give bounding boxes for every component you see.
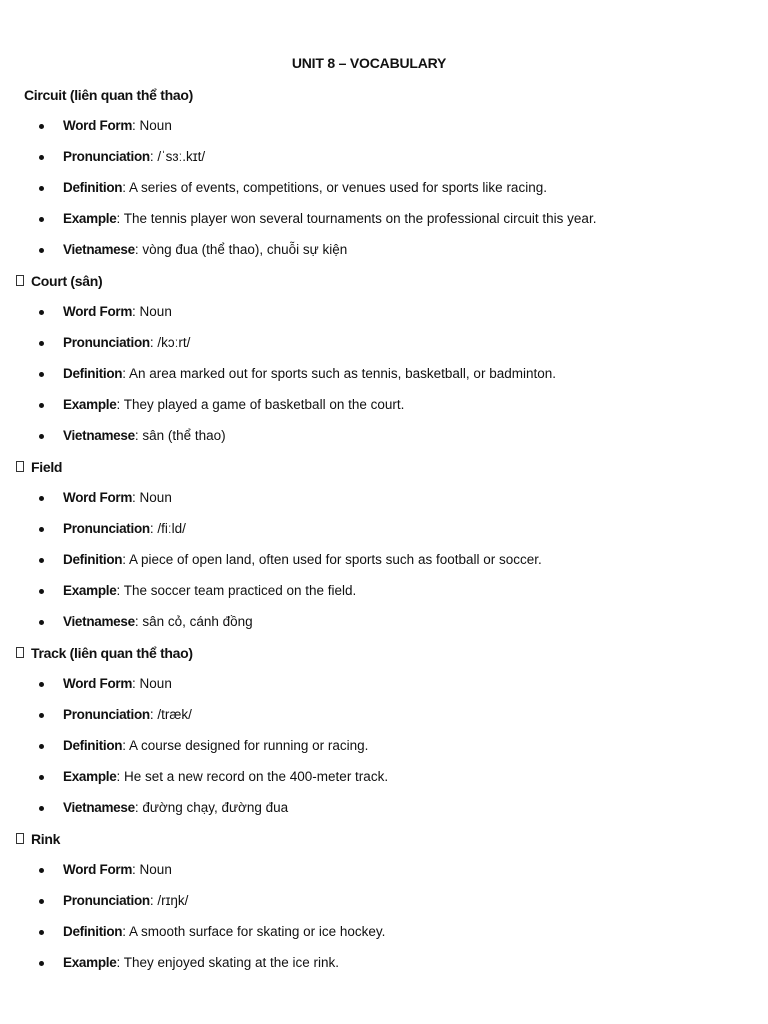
list-item bbox=[0, 147, 768, 178]
attribute-label: Word Form bbox=[63, 118, 133, 133]
list-item bbox=[0, 395, 768, 426]
attribute-value: : /fiːld/ bbox=[149, 521, 186, 536]
bullet-icon bbox=[39, 868, 44, 873]
attribute-label: Vietnamese bbox=[63, 242, 135, 257]
attribute-value: : A piece of open land, often used for sports such as football or soccer. bbox=[122, 552, 542, 567]
bullet-icon bbox=[39, 930, 44, 935]
bullet-icon bbox=[39, 899, 44, 904]
attribute-label: Example bbox=[63, 769, 117, 784]
list-item bbox=[0, 240, 768, 271]
page-title: UNIT 8 – VOCABULARY bbox=[291, 55, 447, 71]
attribute-value: : Noun bbox=[132, 490, 172, 505]
list-item bbox=[0, 333, 768, 364]
attribute-label: Pronunciation bbox=[63, 707, 150, 722]
bullet-icon bbox=[39, 434, 44, 439]
attribute-label: Word Form bbox=[63, 676, 133, 691]
bullet-icon bbox=[39, 186, 44, 191]
bullet-icon bbox=[39, 217, 44, 222]
list-item bbox=[0, 581, 768, 612]
attribute-value: : A course designed for running or racing. bbox=[122, 738, 369, 753]
attribute-label: Example bbox=[63, 211, 117, 226]
attribute-label: Definition bbox=[63, 924, 123, 939]
entry-attribute-list bbox=[0, 488, 768, 643]
bullet-icon bbox=[39, 775, 44, 780]
entry-term: Track (liên quan thể thao) bbox=[31, 645, 193, 661]
attribute-value: : They enjoyed skating at the ice rink. bbox=[116, 955, 340, 970]
attribute-label: Vietnamese bbox=[63, 800, 135, 815]
attribute-label: Pronunciation bbox=[63, 893, 150, 908]
entry-term: Rink bbox=[31, 831, 61, 847]
bullet-icon bbox=[39, 341, 44, 346]
bullet-icon bbox=[39, 310, 44, 315]
bullet-icon bbox=[39, 403, 44, 408]
attribute-value: : /rɪŋk/ bbox=[149, 893, 189, 908]
attribute-value: : vòng đua (thể thao), chuỗi sự kiện bbox=[134, 242, 348, 257]
entry-attribute-list bbox=[0, 302, 768, 457]
attribute-label: Example bbox=[63, 955, 117, 970]
attribute-label: Definition bbox=[63, 552, 123, 567]
entry-term: Circuit (liên quan thể thao) bbox=[24, 87, 193, 103]
bullet-icon bbox=[39, 806, 44, 811]
entry-attribute-list bbox=[0, 116, 768, 271]
bullet-icon bbox=[39, 248, 44, 253]
vocabulary-list bbox=[0, 85, 768, 984]
attribute-value: : đường chạy, đường đua bbox=[134, 800, 289, 815]
bullet-icon bbox=[39, 558, 44, 563]
list-item bbox=[0, 178, 768, 209]
list-item bbox=[0, 860, 768, 891]
list-item bbox=[0, 116, 768, 147]
bullet-icon bbox=[39, 589, 44, 594]
attribute-value: : sân cỏ, cánh đồng bbox=[134, 614, 253, 629]
attribute-label: Pronunciation bbox=[63, 149, 150, 164]
attribute-value: : Noun bbox=[132, 862, 172, 877]
missing-glyph-icon bbox=[16, 833, 24, 844]
attribute-value: : Noun bbox=[132, 118, 172, 133]
attribute-value: : The tennis player won several tournaments on the professional circuit this year. bbox=[116, 211, 597, 226]
attribute-value: : A series of events, competitions, or venues used for sports like racing. bbox=[122, 180, 547, 195]
missing-glyph-icon bbox=[16, 461, 24, 472]
attribute-value: : Noun bbox=[132, 676, 172, 691]
bullet-icon bbox=[39, 155, 44, 160]
entry-heading bbox=[0, 85, 768, 116]
list-item bbox=[0, 612, 768, 643]
bullet-icon bbox=[39, 682, 44, 687]
list-item bbox=[0, 519, 768, 550]
list-item bbox=[0, 550, 768, 581]
attribute-value: : The soccer team practiced on the field. bbox=[116, 583, 357, 598]
attribute-label: Definition bbox=[63, 366, 123, 381]
entry-attribute-list bbox=[0, 674, 768, 829]
bullet-icon bbox=[39, 372, 44, 377]
attribute-label: Pronunciation bbox=[63, 335, 150, 350]
attribute-label: Vietnamese bbox=[63, 614, 135, 629]
entry-heading bbox=[0, 271, 768, 302]
entry-term: Court (sân) bbox=[31, 273, 103, 289]
bullet-icon bbox=[39, 496, 44, 501]
list-item bbox=[0, 426, 768, 457]
list-item bbox=[0, 922, 768, 953]
attribute-value: : /træk/ bbox=[149, 707, 192, 722]
list-item bbox=[0, 302, 768, 333]
list-item bbox=[0, 488, 768, 519]
attribute-value: : A smooth surface for skating or ice hockey. bbox=[122, 924, 386, 939]
attribute-value: : An area marked out for sports such as tennis, basketball, or badminton. bbox=[122, 366, 556, 381]
bullet-icon bbox=[39, 527, 44, 532]
list-item bbox=[0, 767, 768, 798]
attribute-value: : sân (thể thao) bbox=[134, 428, 226, 443]
attribute-label: Vietnamese bbox=[63, 428, 135, 443]
missing-glyph-icon bbox=[16, 275, 24, 286]
list-item bbox=[0, 736, 768, 767]
list-item bbox=[0, 798, 768, 829]
entry-heading bbox=[0, 829, 768, 860]
entry-heading bbox=[0, 643, 768, 674]
bullet-icon bbox=[39, 713, 44, 718]
list-item bbox=[0, 674, 768, 705]
bullet-icon bbox=[39, 124, 44, 129]
list-item bbox=[0, 891, 768, 922]
list-item bbox=[0, 364, 768, 395]
entry-term: Field bbox=[31, 459, 63, 475]
attribute-label: Definition bbox=[63, 180, 123, 195]
bullet-icon bbox=[39, 620, 44, 625]
attribute-label: Word Form bbox=[63, 862, 133, 877]
attribute-label: Example bbox=[63, 583, 117, 598]
attribute-value: : They played a game of basketball on the court. bbox=[116, 397, 405, 412]
missing-glyph-icon bbox=[16, 647, 24, 658]
attribute-label: Definition bbox=[63, 738, 123, 753]
entry-heading bbox=[0, 457, 768, 488]
attribute-value: : Noun bbox=[132, 304, 172, 319]
attribute-value: : /kɔːrt/ bbox=[149, 335, 191, 350]
attribute-label: Word Form bbox=[63, 304, 133, 319]
bullet-icon bbox=[39, 961, 44, 966]
attribute-value: : /ˈsɜː.kɪt/ bbox=[149, 149, 206, 164]
attribute-label: Pronunciation bbox=[63, 521, 150, 536]
list-item bbox=[0, 705, 768, 736]
bullet-icon bbox=[39, 744, 44, 749]
entry-attribute-list bbox=[0, 860, 768, 984]
attribute-value: : He set a new record on the 400-meter track. bbox=[116, 769, 389, 784]
list-item bbox=[0, 953, 768, 984]
attribute-label: Example bbox=[63, 397, 117, 412]
attribute-label: Word Form bbox=[63, 490, 133, 505]
list-item bbox=[0, 209, 768, 240]
